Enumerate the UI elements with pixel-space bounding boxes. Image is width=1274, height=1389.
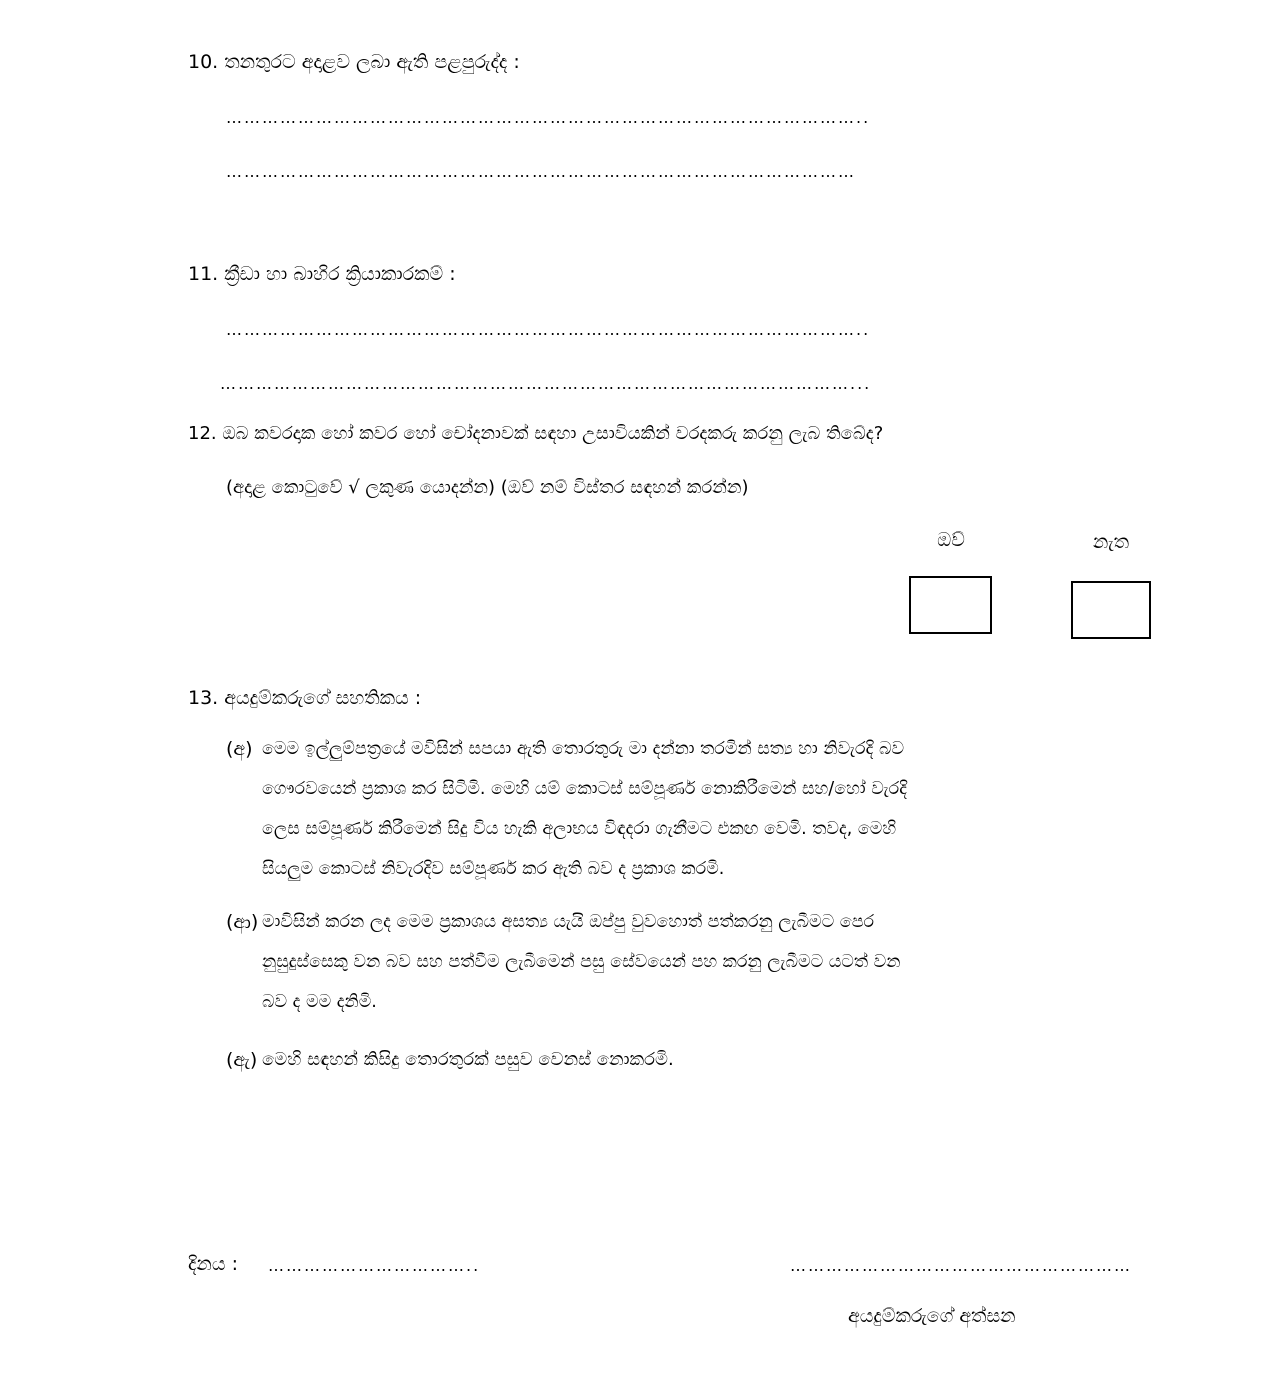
declaration-a-marker: (අ) xyxy=(226,738,253,760)
question-11-label: 11. ක්‍රීඩා හා බාහිර ක්‍රියාකාරකම් : xyxy=(188,263,456,285)
question-12-label: 12. ඔබ කවරදාක හෝ කවර හෝ චෝදනාවක් සඳහා උසාවියකින් වරදකරු කරනු ලැබ තිබේද? xyxy=(188,423,884,444)
declaration-b-line: නුසුදුස්සෙකු වන බව සහ පත්වීම ලැබීමෙන් පසු සේවයෙන් පහ කරනු ලැබීමට යටත් වන xyxy=(262,952,901,972)
declaration-a-line: ලෙස සම්පූර්ණ කිරීමෙන් සිදු විය හැකි අලාභය විඳදරා ගැනීමට එකඟ වෙමි. තවද, මෙහි xyxy=(262,819,897,839)
question-13-label: 13. අයදුම්කරුගේ සහතිකය : xyxy=(188,687,422,709)
declaration-a-line: ගෞරවයෙන් ප්‍රකාශ කර සිටිමි. මෙහි යම් කොටස් සම්පූර්ණ නොකිරීමෙන් සහ/හෝ වැරදි xyxy=(262,779,908,799)
question-10-label: 10. තනතුරට අදාළව ලබා ඇති පළපුරුද්ද : xyxy=(188,51,520,73)
date-label: දිනය : xyxy=(188,1253,238,1275)
declaration-b-line: බව ද මම දනිමි. xyxy=(262,992,377,1012)
declaration-a-line: සියලුම කොටස් නිවැරදිව සම්පූර්ණ කර ඇති බව ද ප්‍රකාශ කරමි. xyxy=(262,859,725,879)
no-checkbox[interactable] xyxy=(1071,581,1151,639)
experience-line-2[interactable]: …………………………………………………………………………………………… xyxy=(226,162,856,181)
date-field[interactable]: …………………………….. xyxy=(268,1256,481,1275)
declaration-b-marker: (ආ) xyxy=(226,911,259,933)
declaration-c-text: මෙහි සඳහන් කිසිදු තොරතුරක් පසුව වෙනස් නොකරමි. xyxy=(262,1049,674,1070)
declaration-a-line: මෙම ඉල්ලුම්පත්‍රයේ මවිසින් සපයා ඇති තොරතුරු මා දන්නා තරමින් සත්‍ය හා නිවැරදි බව xyxy=(262,739,905,759)
signature-label: අයදුම්කරුගේ අත්සන xyxy=(848,1305,1016,1327)
question-12-instruction: (අදාළ කොටුවේ √ ලකුණ යොදන්න) (ඔව් නම් විස්තර සඳහන් කරන්න) xyxy=(226,477,749,498)
declaration-a-text xyxy=(262,729,1167,889)
signature-field[interactable]: ………………………………………………… xyxy=(790,1256,1132,1275)
activities-line-2[interactable]: ……………………………………………………………………………………………... xyxy=(220,374,872,393)
declaration-c-marker: (ඇ) xyxy=(226,1049,258,1071)
declaration-b-text xyxy=(262,902,1167,1022)
no-label: නැත xyxy=(1092,531,1130,553)
yes-label: ඔව් xyxy=(937,529,965,551)
activities-line-1[interactable]: …………………………………………………………………………………………….. xyxy=(226,320,871,339)
yes-checkbox[interactable] xyxy=(909,576,992,634)
experience-line-1[interactable]: …………………………………………………………………………………………….. xyxy=(226,108,871,127)
declaration-b-line: මාවිසින් කරන ලද මෙම ප්‍රකාශය අසත්‍ය යැයි ඔප්පු වුවහොත් පත්කරනු ලැබීමට පෙර xyxy=(262,912,875,932)
